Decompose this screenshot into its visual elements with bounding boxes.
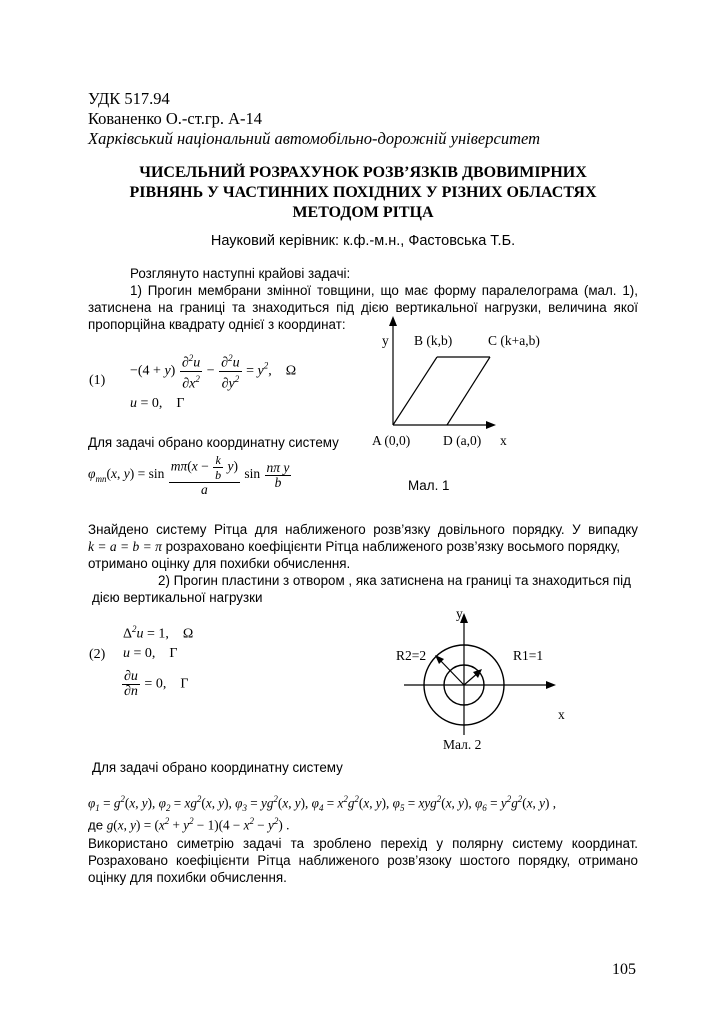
equation-1-bc: u = 0, Γ <box>130 396 185 411</box>
figure-2-annulus <box>400 605 570 740</box>
title-line-2: РІВНЯНЬ У ЧАСТИННИХ ПОХІДНИХ У РІЗНИХ ОБЛАСТЯХ <box>129 184 597 201</box>
fig2-r2-label: R2=2 <box>396 648 427 663</box>
title-line-3: МЕТОДОМ РІТЦА <box>292 204 434 221</box>
fig2-x-label: x <box>558 707 565 722</box>
final-line-1: Використано симетрію задачі та зроблено перехід у полярну систему координат. <box>88 836 638 851</box>
ritz-line-3: отримано оцінку для похибки обчислення. <box>88 556 351 571</box>
fig1-side-cd <box>447 357 490 425</box>
problem1-line2: затиснена на границі та знаходиться під дією вертикальної нагрузки, величина якої <box>88 300 638 315</box>
page-number: 105 <box>612 961 636 978</box>
problem1-line1: 1) Прогин мембрани змінної товщини, що має форму паралелограма (мал. 1), <box>130 283 638 298</box>
fig1-point-a: A (0,0) <box>372 433 411 448</box>
equation-2-label: (2) <box>89 647 106 662</box>
ritz-line-2-text: розраховано коефіцієнти Рітца наближеного розв’язку восьмого порядку, <box>161 539 620 554</box>
ritz-line-2 <box>88 538 638 555</box>
figure-1-caption: Мал. 1 <box>408 478 450 493</box>
final-line-2: Розраховано коефіцієнти Рітца наближеного розв’язоку шостого порядку, отримано <box>88 853 638 868</box>
ritz-line-1: Знайдено систему Рітца для наближеного розв’язку довільного порядку. У випадку <box>88 522 638 537</box>
paper-title <box>88 163 638 223</box>
equation-2-line1: $\Delta^2u = 1$, Ω <box>123 624 194 642</box>
fig2-y-label: y <box>456 606 463 621</box>
fig1-side-ab <box>393 357 437 425</box>
ritz-condition: k = a = b = π <box>88 539 162 554</box>
problem1-line3: пропорційна квадрату однієї з координат: <box>88 317 346 332</box>
fig2-r1-label: R1=1 <box>513 648 544 663</box>
problem1-coord-text: Для задачі обрано координатну систему <box>88 435 339 450</box>
fig2-r2-radius <box>438 658 464 685</box>
udc-code: УДК 517.94 <box>88 89 170 108</box>
g-definition: де g(x, $y) = (x^2 + y^2 - 1)(4 - x^2 - y^2)$ . <box>88 816 290 833</box>
fig1-point-b: B (k,b) <box>414 333 453 348</box>
supervisor: Науковий керівник: к.ф.-м.н., Фастовська Т.Б. <box>210 233 516 249</box>
problem2-line2: дією вертикальної нагрузки <box>92 590 263 605</box>
intro-text: Розглянуто наступні крайові задачі: <box>130 266 351 281</box>
basis-functions: $\varphi_1 = g^2(x$, y), $\varphi_2 = xg^2(x$, y), $\varphi_3 = yg^2(x$, y), $\varphi_4 = x^2g^2(x$, y), $\varphi_5 = xyg^2(x$, y), $\varphi_6 = y^2g^2(x$, y) , <box>88 794 556 814</box>
author-line: Кованенко О.-ст.гр. А-14 <box>88 109 262 128</box>
fig1-x-arrow <box>486 421 496 429</box>
final-line-3: оцінку для похибки обчислення. <box>88 870 287 885</box>
fig2-x-arrow <box>546 681 556 689</box>
equation-2-line2: u = 0, Γ <box>123 646 178 661</box>
title-line-1: ЧИСЕЛЬНИЙ РОЗРАХУНОК РОЗВ’ЯЗКІВ ДВОВИМІРНИХ <box>139 164 587 181</box>
fig1-y-arrow <box>389 316 397 326</box>
fig1-y-label: y <box>382 333 389 348</box>
fig1-point-d: D (a,0) <box>443 433 482 448</box>
equation-2-line3: $\frac{\partial u}{\partial n}$ = 0, Γ <box>124 669 189 699</box>
phi-formula: $\varphi_{mn}(x$, y) = sin mπ(x − $\frac{k}{b}$ y) a sin $\frac{\text{nπ y}}{b}$ <box>88 453 290 497</box>
fig1-point-c: C (k+a,b) <box>488 333 540 348</box>
problem2-coord-text: Для задачі обрано координатну систему <box>92 760 343 775</box>
equation-1-label: (1) <box>89 373 106 388</box>
affiliation: Харківський національний автомобільно-дорожній університет <box>88 129 541 148</box>
problem2-line1: 2) Прогин пластини з отвором , яка затиснена на границі та знаходиться під <box>158 573 631 588</box>
fig1-x-label: x <box>500 433 507 448</box>
equation-1-main: −(4 + y) $\frac{\partial^2u}{\partial x^2}$ − $\frac{\partial^2u}{\partial y^2}$ = $y^2$, Ω <box>130 353 297 392</box>
figure-2-caption: Мал. 2 <box>443 737 482 752</box>
